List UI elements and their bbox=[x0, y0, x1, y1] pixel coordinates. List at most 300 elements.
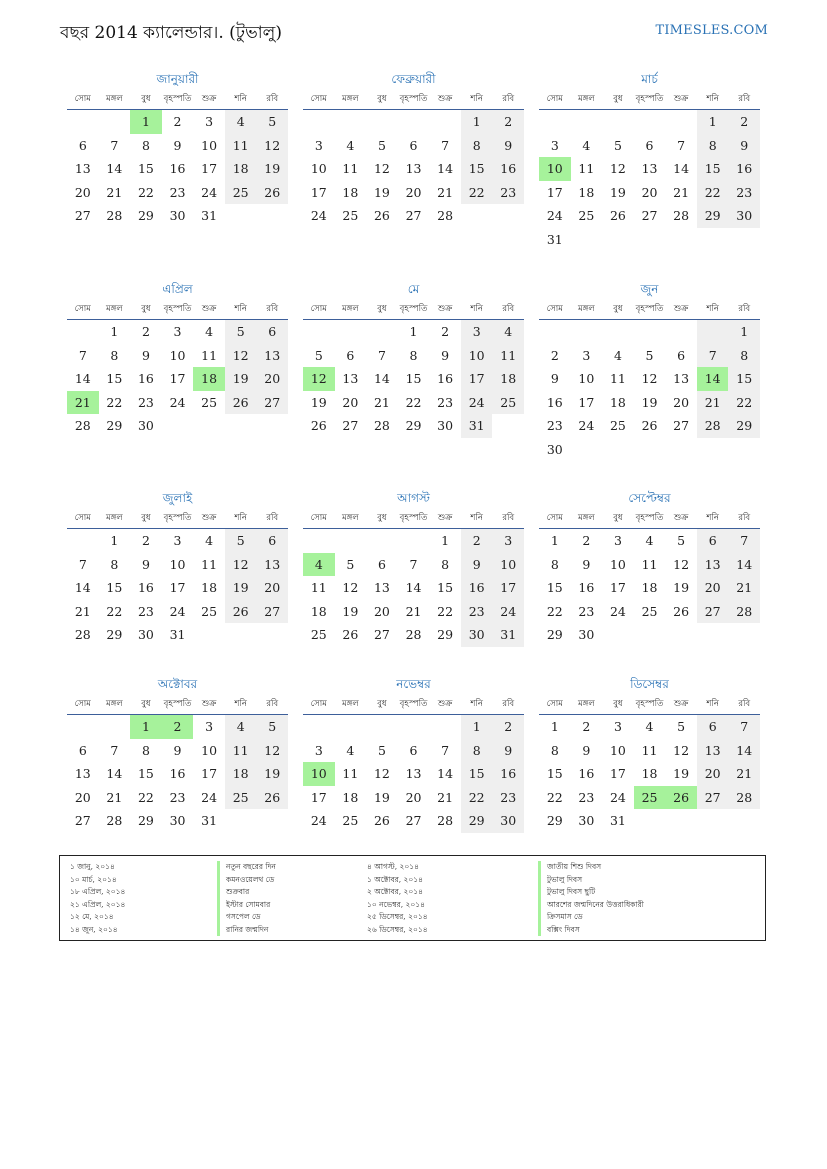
empty-day-cell bbox=[335, 529, 367, 553]
day-cell: 16 bbox=[492, 157, 524, 181]
day-cell: 1 bbox=[550, 719, 559, 734]
day-cell: 23 bbox=[492, 786, 524, 810]
month-calendar bbox=[539, 675, 760, 833]
weekday-label: রবি bbox=[502, 304, 515, 314]
day-cell: 18 bbox=[641, 580, 658, 595]
week-row bbox=[67, 623, 288, 647]
day-cell: 26 bbox=[342, 627, 359, 642]
month-title: অক্টোবর bbox=[157, 677, 198, 691]
week-row bbox=[303, 809, 524, 833]
empty-day-cell bbox=[728, 809, 760, 833]
day-cell: 31 bbox=[201, 208, 218, 223]
day-cell: 12 bbox=[609, 161, 626, 176]
day-cell: 8 bbox=[461, 739, 493, 763]
empty-day-cell bbox=[665, 809, 697, 833]
day-cell: 4 bbox=[645, 719, 654, 734]
day-cell: 6 bbox=[677, 347, 686, 363]
day-cell: 3 bbox=[582, 347, 591, 363]
weekday-label: বৃহস্পতি bbox=[399, 304, 428, 314]
holiday-date: ১ অক্টোবর, ২০১৪ bbox=[367, 874, 424, 884]
week-row bbox=[539, 529, 760, 553]
holiday-date: ৪ আগস্ট, ২০১৪ bbox=[367, 862, 419, 871]
weekday-label: মঙ্গল bbox=[342, 304, 359, 314]
empty-day-cell bbox=[335, 715, 367, 739]
day-cell: 7 bbox=[110, 137, 119, 153]
holiday-date: ১ জানু, ২০১৪ bbox=[70, 862, 115, 871]
month-calendar bbox=[303, 489, 524, 647]
day-cell: 30 bbox=[728, 204, 760, 228]
weekday-label: মঙ্গল bbox=[578, 699, 595, 709]
day-cell: 11 bbox=[641, 556, 658, 572]
day-cell: 6 bbox=[256, 529, 288, 553]
day-cell: 5 bbox=[377, 742, 386, 758]
week-row bbox=[303, 576, 524, 600]
day-cell: 7 bbox=[78, 347, 87, 363]
day-cell: 24 bbox=[310, 208, 327, 223]
day-cell: 2 bbox=[141, 533, 150, 548]
week-row bbox=[539, 762, 760, 786]
day-cell: 10 bbox=[201, 137, 218, 153]
day-cell: 20 bbox=[256, 576, 288, 600]
day-cell: 27 bbox=[256, 600, 288, 624]
day-cell: 15 bbox=[546, 580, 563, 595]
empty-day-cell bbox=[634, 228, 666, 252]
day-cell: 11 bbox=[225, 134, 257, 158]
week-row bbox=[67, 414, 288, 438]
day-cell: 6 bbox=[409, 742, 418, 758]
empty-day-cell bbox=[366, 110, 398, 134]
empty-day-cell bbox=[256, 204, 288, 228]
holiday-name: ইস্টার সোমবার bbox=[217, 899, 276, 912]
empty-day-cell bbox=[728, 438, 760, 462]
week-row bbox=[67, 715, 288, 739]
empty-day-cell bbox=[335, 320, 367, 344]
week-row bbox=[67, 204, 288, 228]
day-cell: 14 bbox=[74, 580, 91, 595]
day-cell: 26 bbox=[373, 813, 390, 828]
week-row bbox=[303, 391, 524, 415]
day-cell: 23 bbox=[728, 181, 760, 205]
holiday-name: বক্সিং দিবস bbox=[538, 924, 644, 937]
week-row bbox=[303, 110, 524, 134]
day-cell: 23 bbox=[137, 394, 154, 410]
day-cell: 3 bbox=[205, 719, 214, 734]
empty-day-cell bbox=[461, 204, 493, 228]
day-cell: 7 bbox=[728, 529, 760, 553]
weekday-label: বুধ bbox=[377, 94, 387, 104]
day-cell: 21 bbox=[373, 394, 390, 410]
day-cell: 12 bbox=[373, 161, 390, 176]
day-cell: 14 bbox=[437, 161, 454, 176]
day-cell: 11 bbox=[342, 766, 359, 781]
weekday-header bbox=[539, 694, 760, 715]
month-title: ডিসেম্বর bbox=[630, 677, 669, 691]
holiday-names-col-1 bbox=[217, 861, 276, 936]
day-cell: 21 bbox=[67, 391, 99, 415]
day-cell: 16 bbox=[492, 762, 524, 786]
empty-day-cell bbox=[697, 228, 729, 252]
month-title: মার্চ bbox=[641, 72, 658, 86]
weekday-header bbox=[303, 89, 524, 110]
weekday-label: শনি bbox=[470, 513, 483, 523]
day-cell: 28 bbox=[373, 418, 390, 433]
day-cell: 8 bbox=[110, 347, 119, 363]
day-cell: 20 bbox=[697, 576, 729, 600]
empty-day-cell bbox=[665, 438, 697, 462]
day-cell: 22 bbox=[697, 181, 729, 205]
holiday-date: ১৮ এপ্রিল, ২০১৪ bbox=[70, 887, 126, 896]
empty-day-cell bbox=[193, 414, 225, 438]
weekday-label: শুক্র bbox=[437, 304, 453, 314]
holiday-date: ২৬ ডিসেম্বর, ২০১৪ bbox=[367, 924, 428, 934]
day-cell: 1 bbox=[110, 324, 119, 339]
day-cell: 10 bbox=[310, 161, 327, 176]
week-row bbox=[67, 134, 288, 158]
month-calendar bbox=[67, 675, 288, 833]
day-cell: 13 bbox=[256, 553, 288, 577]
day-cell: 6 bbox=[346, 347, 355, 363]
day-cell: 25 bbox=[492, 391, 524, 415]
weekday-label: মঙ্গল bbox=[106, 513, 123, 523]
weekday-header bbox=[539, 508, 760, 529]
day-cell: 1 bbox=[461, 715, 493, 739]
day-cell: 15 bbox=[106, 580, 123, 595]
day-cell: 12 bbox=[342, 580, 359, 595]
weekday-label: বুধ bbox=[613, 699, 623, 709]
day-cell: 2 bbox=[441, 324, 450, 339]
empty-day-cell bbox=[539, 110, 571, 134]
weekday-label: সোম bbox=[74, 94, 91, 104]
weekday-label: মঙ্গল bbox=[106, 94, 123, 104]
week-row bbox=[539, 391, 760, 415]
empty-day-cell bbox=[303, 320, 335, 344]
day-cell: 18 bbox=[225, 762, 257, 786]
day-cell: 25 bbox=[578, 208, 595, 223]
day-cell: 30 bbox=[546, 441, 563, 457]
weekday-header bbox=[303, 694, 524, 715]
weekday-label: রবি bbox=[502, 513, 515, 523]
empty-day-cell bbox=[602, 228, 634, 252]
day-cell: 20 bbox=[74, 789, 91, 805]
week-row bbox=[303, 204, 524, 228]
weekday-label: রবি bbox=[502, 699, 515, 709]
holiday-date: ২১ এপ্রিল, ২০১৪ bbox=[70, 899, 126, 909]
day-cell: 4 bbox=[225, 110, 257, 134]
empty-day-cell bbox=[366, 529, 398, 553]
empty-day-cell bbox=[602, 320, 634, 344]
day-cell: 18 bbox=[342, 184, 359, 200]
day-cell: 18 bbox=[201, 580, 218, 595]
day-cell: 10 bbox=[461, 344, 493, 368]
day-cell: 17 bbox=[310, 184, 327, 200]
week-row bbox=[539, 786, 760, 810]
day-cell: 30 bbox=[169, 813, 186, 828]
day-cell: 27 bbox=[697, 600, 729, 624]
day-cell: 13 bbox=[74, 766, 91, 781]
empty-day-cell bbox=[99, 715, 131, 739]
week-row bbox=[67, 576, 288, 600]
day-cell: 19 bbox=[673, 766, 690, 781]
day-cell: 12 bbox=[641, 371, 658, 386]
month-calendar bbox=[303, 70, 524, 228]
day-cell: 4 bbox=[613, 347, 622, 363]
day-cell: 29 bbox=[437, 627, 454, 642]
week-row bbox=[303, 157, 524, 181]
day-cell: 7 bbox=[110, 742, 119, 758]
week-row bbox=[539, 344, 760, 368]
weekday-label: শনি bbox=[470, 94, 483, 104]
weekday-label: বৃহস্পতি bbox=[399, 513, 428, 523]
week-row bbox=[303, 529, 524, 553]
day-cell: 26 bbox=[373, 208, 390, 223]
day-cell: 18 bbox=[342, 789, 359, 805]
day-cell: 9 bbox=[492, 134, 524, 158]
day-cell: 15 bbox=[728, 367, 760, 391]
day-cell: 6 bbox=[256, 320, 288, 344]
holiday-name: রানির জন্মদিন bbox=[217, 924, 276, 937]
weekday-label: সোম bbox=[310, 699, 327, 709]
weekday-label: বৃহস্পতি bbox=[163, 699, 192, 709]
day-cell: 14 bbox=[728, 553, 760, 577]
day-cell: 27 bbox=[697, 786, 729, 810]
day-cell: 7 bbox=[697, 344, 729, 368]
day-cell: 7 bbox=[441, 742, 450, 758]
day-cell: 17 bbox=[169, 580, 186, 595]
day-cell: 9 bbox=[582, 556, 591, 572]
day-cell: 30 bbox=[461, 623, 493, 647]
week-row bbox=[67, 786, 288, 810]
day-cell: 9 bbox=[461, 553, 493, 577]
week-row bbox=[303, 134, 524, 158]
week-row bbox=[303, 786, 524, 810]
day-cell: 28 bbox=[728, 600, 760, 624]
holiday-name: টুভালু দিবস bbox=[538, 874, 644, 887]
holiday-name: জাতীয় শিশু দিবস bbox=[538, 861, 644, 874]
day-cell: 23 bbox=[492, 181, 524, 205]
day-cell: 31 bbox=[609, 813, 626, 828]
day-cell: 26 bbox=[673, 603, 690, 619]
day-cell: 2 bbox=[492, 110, 524, 134]
day-cell: 19 bbox=[641, 394, 658, 410]
day-cell: 28 bbox=[74, 627, 91, 642]
weekday-label: রবি bbox=[266, 513, 279, 523]
weekday-header bbox=[67, 694, 288, 715]
day-cell: 19 bbox=[225, 367, 257, 391]
day-cell: 11 bbox=[201, 347, 218, 363]
day-cell: 17 bbox=[609, 766, 626, 781]
month-calendar bbox=[303, 675, 524, 833]
day-cell: 11 bbox=[641, 742, 658, 758]
empty-day-cell bbox=[225, 204, 257, 228]
empty-day-cell bbox=[67, 320, 99, 344]
day-cell: 9 bbox=[728, 134, 760, 158]
empty-day-cell bbox=[366, 715, 398, 739]
day-cell: 9 bbox=[550, 371, 559, 386]
month-calendar bbox=[539, 280, 760, 461]
day-cell: 16 bbox=[169, 161, 186, 176]
day-cell: 15 bbox=[137, 766, 154, 781]
day-cell: 25 bbox=[225, 181, 257, 205]
day-cell: 17 bbox=[201, 766, 218, 781]
weekday-label: বুধ bbox=[141, 94, 151, 104]
day-cell: 6 bbox=[78, 742, 87, 758]
empty-day-cell bbox=[225, 414, 257, 438]
week-row bbox=[67, 110, 288, 134]
empty-day-cell bbox=[303, 715, 335, 739]
day-cell: 8 bbox=[141, 137, 150, 153]
day-cell: 19 bbox=[373, 789, 390, 805]
day-cell: 3 bbox=[314, 137, 323, 153]
holiday-date: ১০ মার্চ, ২০১৪ bbox=[70, 874, 117, 884]
week-row bbox=[303, 320, 524, 344]
day-cell: 30 bbox=[578, 813, 595, 828]
day-cell: 16 bbox=[728, 157, 760, 181]
month-title: নভেম্বর bbox=[396, 677, 431, 691]
day-cell: 28 bbox=[74, 418, 91, 433]
empty-day-cell bbox=[571, 438, 603, 462]
day-cell: 10 bbox=[303, 762, 335, 786]
day-cell: 18 bbox=[578, 184, 595, 200]
empty-day-cell bbox=[697, 623, 729, 647]
day-cell: 1 bbox=[110, 533, 119, 548]
month-title: সেপ্টেম্বর bbox=[628, 491, 671, 505]
day-cell: 13 bbox=[342, 371, 359, 386]
day-cell: 15 bbox=[546, 766, 563, 781]
day-cell: 25 bbox=[634, 786, 666, 810]
day-cell: 29 bbox=[137, 813, 154, 828]
day-cell: 21 bbox=[728, 576, 760, 600]
weekday-label: বুধ bbox=[377, 304, 387, 314]
month-calendar bbox=[539, 489, 760, 647]
week-row bbox=[67, 553, 288, 577]
day-cell: 13 bbox=[697, 739, 729, 763]
day-cell: 21 bbox=[437, 184, 454, 200]
week-row bbox=[539, 110, 760, 134]
day-cell: 17 bbox=[492, 576, 524, 600]
week-row bbox=[539, 414, 760, 438]
empty-day-cell bbox=[429, 715, 461, 739]
empty-day-cell bbox=[303, 110, 335, 134]
empty-day-cell bbox=[366, 320, 398, 344]
holiday-name: কমনওয়েলথ ডে bbox=[217, 874, 276, 887]
month-calendar bbox=[67, 280, 288, 438]
day-cell: 2 bbox=[582, 533, 591, 548]
week-row bbox=[303, 367, 524, 391]
day-cell: 15 bbox=[697, 157, 729, 181]
day-cell: 5 bbox=[377, 137, 386, 153]
day-cell: 16 bbox=[461, 576, 493, 600]
day-cell: 20 bbox=[697, 762, 729, 786]
empty-day-cell bbox=[602, 438, 634, 462]
day-cell: 4 bbox=[225, 715, 257, 739]
day-cell: 20 bbox=[373, 603, 390, 619]
day-cell: 27 bbox=[373, 627, 390, 642]
day-cell: 1 bbox=[130, 110, 162, 134]
day-cell: 17 bbox=[461, 367, 493, 391]
weekday-label: সোম bbox=[546, 699, 563, 709]
day-cell: 24 bbox=[578, 418, 595, 433]
month-title: জানুয়ারী bbox=[156, 72, 199, 86]
day-cell: 27 bbox=[673, 418, 690, 433]
weekday-header bbox=[67, 299, 288, 320]
day-cell: 17 bbox=[201, 161, 218, 176]
weekday-label: রবি bbox=[502, 94, 515, 104]
weekday-label: শুক্র bbox=[201, 94, 217, 104]
day-cell: 8 bbox=[550, 742, 559, 758]
holiday-date: ২৫ ডিসেম্বর, ২০১৪ bbox=[367, 912, 428, 921]
week-row bbox=[539, 204, 760, 228]
week-row bbox=[67, 344, 288, 368]
empty-day-cell bbox=[492, 414, 524, 438]
day-cell: 18 bbox=[193, 367, 225, 391]
empty-day-cell bbox=[99, 110, 131, 134]
day-cell: 21 bbox=[697, 391, 729, 415]
day-cell: 22 bbox=[546, 603, 563, 619]
weekday-label: শনি bbox=[234, 94, 247, 104]
empty-day-cell bbox=[602, 623, 634, 647]
day-cell: 25 bbox=[225, 786, 257, 810]
day-cell: 5 bbox=[225, 320, 257, 344]
day-cell: 13 bbox=[256, 344, 288, 368]
day-cell: 17 bbox=[310, 789, 327, 805]
month-title: ফেব্রুয়ারী bbox=[391, 72, 436, 86]
day-cell: 16 bbox=[137, 371, 154, 386]
empty-day-cell bbox=[697, 438, 729, 462]
day-cell: 15 bbox=[437, 580, 454, 595]
empty-day-cell bbox=[398, 529, 430, 553]
day-cell: 25 bbox=[641, 603, 658, 619]
day-cell: 12 bbox=[225, 553, 257, 577]
week-row bbox=[303, 762, 524, 786]
day-cell: 8 bbox=[409, 347, 418, 363]
week-row bbox=[539, 809, 760, 833]
day-cell: 22 bbox=[728, 391, 760, 415]
day-cell: 24 bbox=[609, 603, 626, 619]
empty-day-cell bbox=[256, 414, 288, 438]
empty-day-cell bbox=[665, 623, 697, 647]
day-cell: 26 bbox=[609, 208, 626, 223]
day-cell: 6 bbox=[645, 137, 654, 153]
day-cell: 8 bbox=[697, 134, 729, 158]
day-cell: 13 bbox=[405, 161, 422, 176]
weekday-label: বুধ bbox=[141, 699, 151, 709]
site-link[interactable]: TIMESLES.COM bbox=[655, 23, 768, 38]
day-cell: 27 bbox=[256, 391, 288, 415]
day-cell: 22 bbox=[461, 786, 493, 810]
day-cell: 5 bbox=[346, 556, 355, 572]
day-cell: 17 bbox=[169, 371, 186, 386]
weekday-label: বৃহস্পতি bbox=[163, 513, 192, 523]
week-row bbox=[539, 623, 760, 647]
day-cell: 15 bbox=[106, 371, 123, 386]
weekday-label: শুক্র bbox=[673, 513, 689, 523]
weekday-label: সোম bbox=[310, 94, 327, 104]
week-row bbox=[539, 438, 760, 462]
day-cell: 27 bbox=[342, 418, 359, 433]
day-cell: 26 bbox=[225, 391, 257, 415]
day-cell: 28 bbox=[728, 786, 760, 810]
day-cell: 24 bbox=[609, 789, 626, 805]
week-row bbox=[67, 181, 288, 205]
holiday-list bbox=[59, 855, 766, 941]
day-cell: 2 bbox=[162, 715, 194, 739]
day-cell: 13 bbox=[405, 766, 422, 781]
empty-day-cell bbox=[429, 110, 461, 134]
empty-day-cell bbox=[225, 809, 257, 833]
day-cell: 28 bbox=[106, 208, 123, 223]
page-title: বছর 2014 ক্যালেন্ডার।. (টুভালু) bbox=[60, 23, 282, 43]
day-cell: 19 bbox=[373, 184, 390, 200]
